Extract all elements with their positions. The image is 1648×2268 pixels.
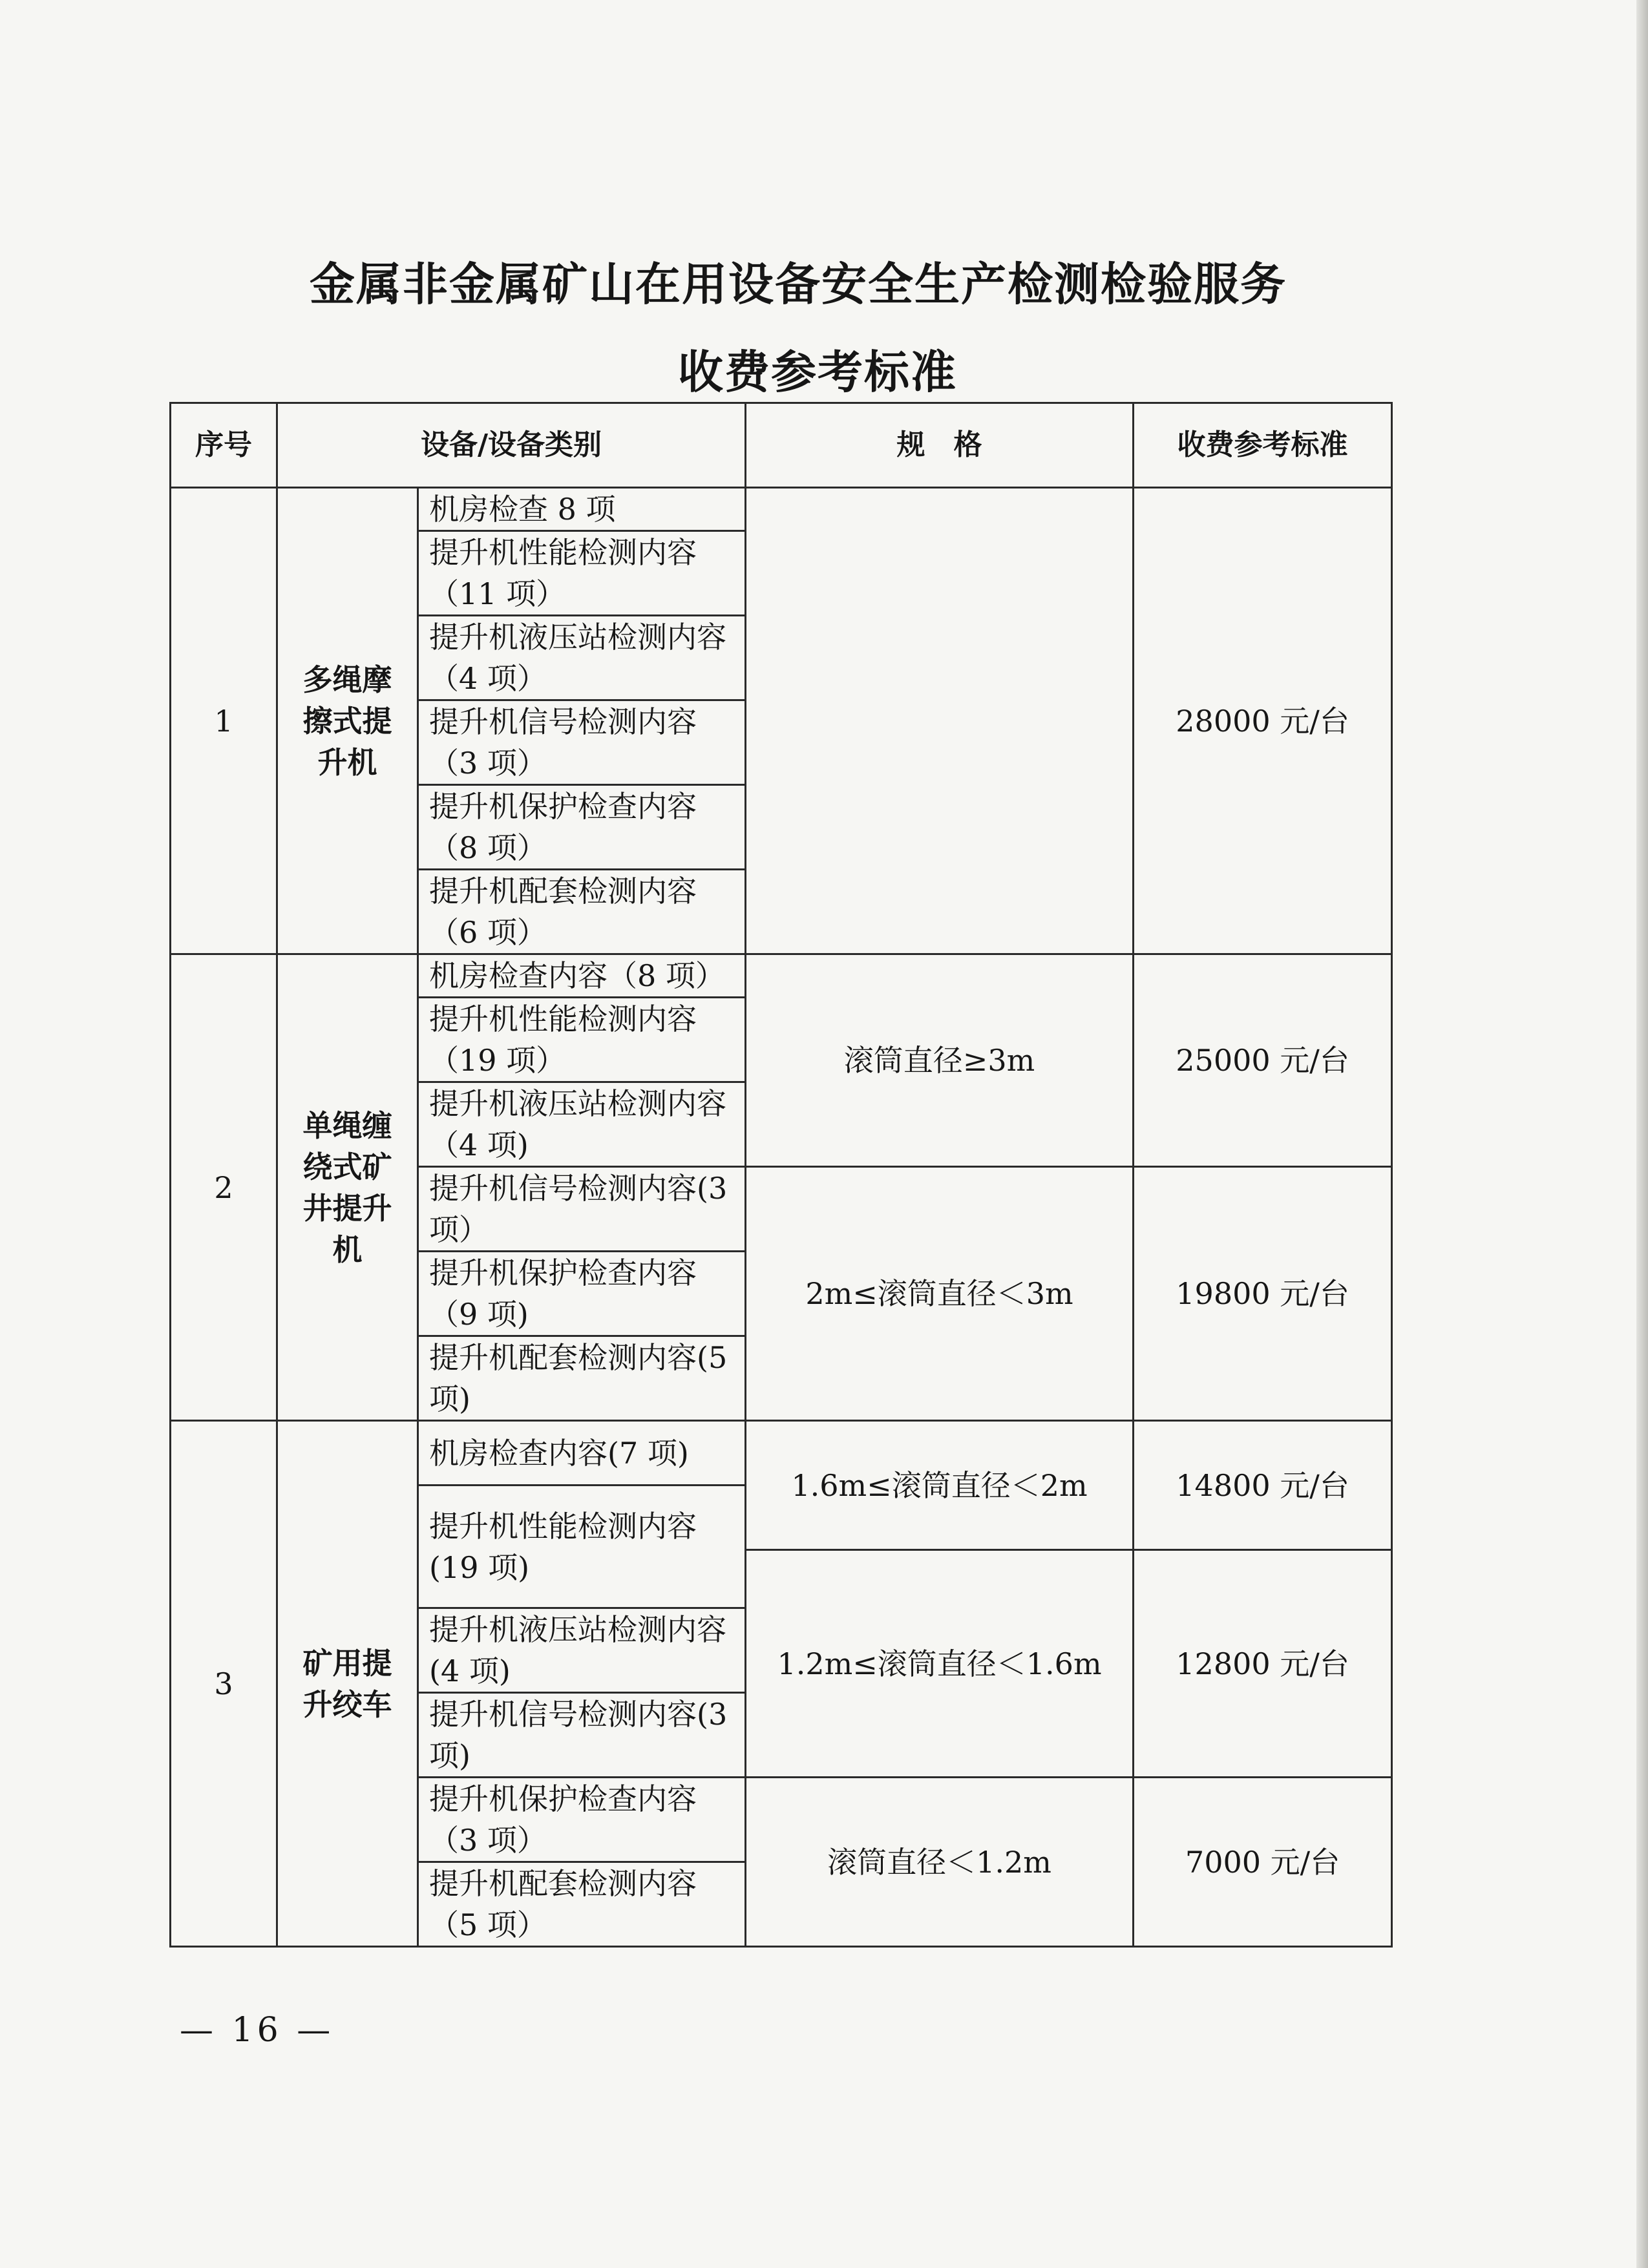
fee-value: 25000 元/台 <box>1134 954 1392 1167</box>
inspection-item: 提升机液压站检测内容(4 项) <box>418 1608 746 1693</box>
inspection-item: 提升机配套检测内容（6 项） <box>418 870 746 954</box>
page-number: — 16 — <box>180 2011 335 2050</box>
inspection-item: 提升机性能检测内容（11 项） <box>418 531 746 616</box>
header-spec: 规 格 <box>746 403 1134 488</box>
spec-value: 滚筒直径≥3m <box>746 954 1134 1167</box>
inspection-item: 提升机性能检测内容(19 项) <box>418 1486 746 1608</box>
spec-value: 滚筒直径＜1.2m <box>746 1778 1134 1947</box>
inspection-item: 提升机液压站检测内容（4 项) <box>418 1082 746 1167</box>
inspection-item: 提升机信号检测内容（3 项） <box>418 700 746 785</box>
spec-value: 2m≤滚筒直径＜3m <box>746 1167 1134 1421</box>
spec-cell-empty <box>746 488 1134 954</box>
table-header-row <box>171 403 1392 488</box>
inspection-item: 机房检查 8 项 <box>418 488 746 531</box>
fee-value: 28000 元/台 <box>1134 488 1392 954</box>
inspection-item: 提升机保护检查内容（9 项) <box>418 1252 746 1336</box>
inspection-item: 提升机保护检查内容（3 项） <box>418 1778 746 1862</box>
inspection-item: 提升机信号检测内容(3 项） <box>418 1167 746 1252</box>
document-subtitle: 收费参考标准 <box>678 346 957 399</box>
fee-value: 19800 元/台 <box>1134 1167 1392 1421</box>
header-no: 序号 <box>171 403 277 488</box>
inspection-item: 提升机性能检测内容（19 项） <box>418 998 746 1082</box>
inspection-item: 机房检查内容(7 项) <box>418 1421 746 1486</box>
inspection-item: 提升机液压站检测内容（4 项） <box>418 616 746 700</box>
table-row <box>171 488 1392 531</box>
equipment-category: 多绳摩擦式提升机 <box>277 488 418 954</box>
table-row <box>171 954 1392 998</box>
row-number: 3 <box>171 1421 277 1947</box>
fee-value: 7000 元/台 <box>1134 1778 1392 1947</box>
inspection-item: 提升机保护检查内容（8 项） <box>418 785 746 870</box>
table-row <box>171 1421 1392 1486</box>
equipment-category: 矿用提升绞车 <box>277 1421 418 1947</box>
row-number: 1 <box>171 488 277 954</box>
equipment-category: 单绳缠绕式矿井提升机 <box>277 954 418 1421</box>
fee-value: 14800 元/台 <box>1134 1421 1392 1550</box>
fee-value: 12800 元/台 <box>1134 1550 1392 1778</box>
header-equipment: 设备/设备类别 <box>277 403 746 488</box>
spec-value: 1.2m≤滚筒直径＜1.6m <box>746 1550 1134 1778</box>
row-number: 2 <box>171 954 277 1421</box>
inspection-item: 提升机信号检测内容(3 项) <box>418 1693 746 1778</box>
header-fee: 收费参考标准 <box>1134 403 1392 488</box>
inspection-item: 提升机配套检测内容(5 项) <box>418 1336 746 1421</box>
inspection-item: 机房检查内容（8 项） <box>418 954 746 998</box>
fee-standard-table <box>169 402 1393 1948</box>
inspection-item: 提升机配套检测内容（5 项） <box>418 1862 746 1947</box>
document-title: 金属非金属矿山在用设备安全生产检测检验服务 <box>310 258 1287 311</box>
spec-value: 1.6m≤滚筒直径＜2m <box>746 1421 1134 1550</box>
